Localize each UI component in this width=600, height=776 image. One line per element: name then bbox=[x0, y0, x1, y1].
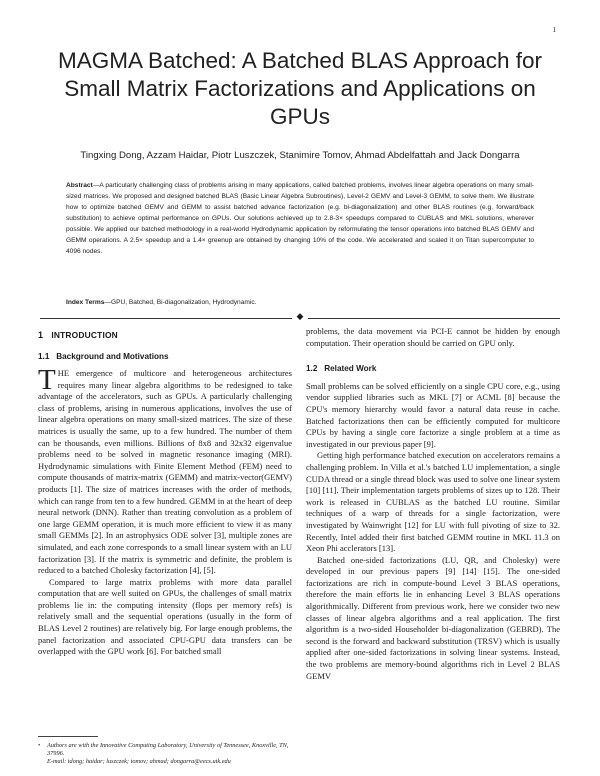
subsection-number: 1.1 bbox=[38, 352, 50, 361]
subsection-heading-background bbox=[38, 352, 169, 361]
intro-paragraph-1-text: HE emergence of multicore and heterogeneous architectures requires many linear algebra algorithms to be redesigned to take advantage of the accelerators, such as GPUs. A particularly challenging class of problems, arising in numerous applications, involves the use of linear algebra operations on many small-sized matrices. The size of these matrices is usually the same, up to a few hundred. The number of them can be thousands, even millions. Billions of 8x8 and 32x32 eigenvalue problems need to be solved in magnetic resonance imaging (MRI). Hydrodynamic simulations with Finite Element Method (FEM) need to compute thousands of matrix-matrix (GEMM) and matrix-vector(GEMV) products [1]. The size of matrices increases with the order of methods, which can range from ten to a few hundred. GEMM in at the heart of deep neural network (DNN). Rather than treating convolution as a problem of one large GEMM operation, it is much more efficient to view it as many small GEMMs [2]. In an astrophysics ODE solver [3], multiple zones are simulated, and each zone corresponds to a small linear system with an LU factorization [3]. If the matrix is symmetric and definite, the problem is reduced to a batched Cholesky factorization [4], [5]. bbox=[38, 368, 292, 576]
related-paragraph-2: Getting high performance batched execution on accelerators remains a challenging problem. In Villa et al.'s batched LU implementation, a single CUDA thread or a single thread block was used to solve one linear system [10] [11]. Their implementation targets problems of sizes up to 128. Their work is released in CUBLAS as the batched LU routine. Similar techniques of a warp of threads for a single factorization, were investigated by Wainwright [12] for LU with full pivoting of size to 32. Recently, Intel added their first batched GEMM routine in MKL 11.3 on Xeon Phi acclerators [13]. bbox=[306, 450, 560, 554]
right-column bbox=[306, 326, 560, 682]
intro-paragraph-2: Compared to large matrix problems with more data parallel computation that are well suited on GPUs, the challenges of small matrix problems lie in: the computing intensity (flops per memory refs) is relatively small and the sequential operations (usually in the form of BLAS Level 2 routines) are relatively big. For large enough problems, the panel factorization and associated CPU-GPU data transfers can be overlapped with the GPU work [6]. For batched small bbox=[38, 576, 292, 657]
page-number: 1 bbox=[552, 26, 556, 34]
abstract-label: Abstract bbox=[66, 182, 93, 189]
author-list: Tingxing Dong, Azzam Haidar, Piotr Luszczek, Stanimire Tomov, Ahmad Abdelfattah and Jack Dongarra bbox=[80, 150, 520, 161]
subsection-title: Related Work bbox=[324, 364, 377, 374]
section-heading-introduction bbox=[38, 330, 118, 340]
related-paragraph-3: Batched one-sided factorizations (LU, QR, and Cholesky) were developed in our previous papers [9] [14] [15]. The one-sided factorizations are rich in compute-bound Level 3 BLAS operations, therefore the main efforts lie in enhancing Level 3 BLAS operations algorithmically. Different from previous work, here we consider two new classes of linear algebra algorithms and a real application. The first algorithm is a two-sided Householder bi-diagonalization (GEBRD). The second is the forward and backward substitution (TRSV) which is usually applied after one-sided factorizations in solving linear systems. Instead, the two problems are memory-bound algorithms rich in Level 2 BLAS GEMV bbox=[306, 554, 560, 681]
index-terms-label: Index Terms bbox=[66, 299, 105, 306]
continued-paragraph: problems, the data movement via PCI-E cannot be hidden by enough computation. Their operation should be carried on GPU only. bbox=[306, 326, 560, 348]
divider-line-right bbox=[308, 318, 560, 319]
section-title: INTRODUCTION bbox=[51, 330, 118, 340]
subsection-number: 1.2 bbox=[306, 364, 318, 374]
drop-cap: T bbox=[38, 364, 56, 396]
bullet-icon: • bbox=[38, 742, 41, 749]
diamond-icon: ◆ bbox=[296, 312, 304, 322]
related-paragraph-1: Small problems can be solved efficiently on a single CPU core, e.g., using vendor supplied libraries such as MKL [7] or ACML [8] because the CPU's memory hierarchy would favor a natural data reuse in cache. Batched factorizations then can be efficiently computed for multicore CPUs by having a single core factorize a single problem at a time as investigated in our previous paper [9]. bbox=[306, 380, 560, 449]
intro-paragraph-1 bbox=[38, 364, 292, 577]
index-terms bbox=[66, 297, 534, 308]
author-footnote bbox=[38, 742, 290, 767]
divider-line-left bbox=[40, 318, 292, 319]
footnote-affiliation: Authors are with the Innovative Computing Laboratory, University of Tennessee, Knoxville, TN, 37996. bbox=[47, 742, 289, 758]
footnote-email: E-mail: tdong; haidar; luszczek; tomov; ahmad; dongarra@eecs.utk.edu bbox=[47, 758, 231, 766]
paper-title: MAGMA Batched: A Batched BLAS Approach for Small Matrix Factorizations and Applications on GPUs bbox=[57, 48, 543, 129]
subsection-title: Background and Motivations bbox=[56, 352, 169, 361]
subsection-heading-related-work bbox=[306, 363, 560, 375]
abstract-text: —A particularly challenging class of problems arising in many applications, called batched problems, involves linear algebra operations on many small-sized matrices. We proposed and designed batched BLAS (Basic Linear Algebra Subroutines), Level-2 GEMV and Level-3 GEMM, to solve them. We illustrate how to optimize batched GEMV and GEMM to assist batched advance factorization (e.g. bi-diagonalization) and other BLAS routines (e.g. forward/back substitution) to achieve optimal performance on GPUs. Our solutions achieved up to 2.8-3× speedups compared to CUBLAS and MKL solutions, wherever possible. We applied our batched methodology in a real-world Hydrodynamic application by reformulating the tensor operations into batched BLAS GEMV and GEMM operations. A 2.5× speedup and a 1.4× greenup are obtained by changing 10% of the code. We accelerated and scaled it on Titan supercomputer to 4096 nodes. bbox=[66, 182, 534, 255]
left-column bbox=[38, 364, 292, 658]
footnote-rule bbox=[38, 736, 98, 737]
abstract bbox=[66, 180, 534, 257]
index-terms-text: —GPU, Batched, Bi-diagonalization, Hydrodynamic. bbox=[104, 299, 257, 306]
section-divider bbox=[40, 313, 560, 323]
section-number: 1 bbox=[38, 330, 44, 340]
